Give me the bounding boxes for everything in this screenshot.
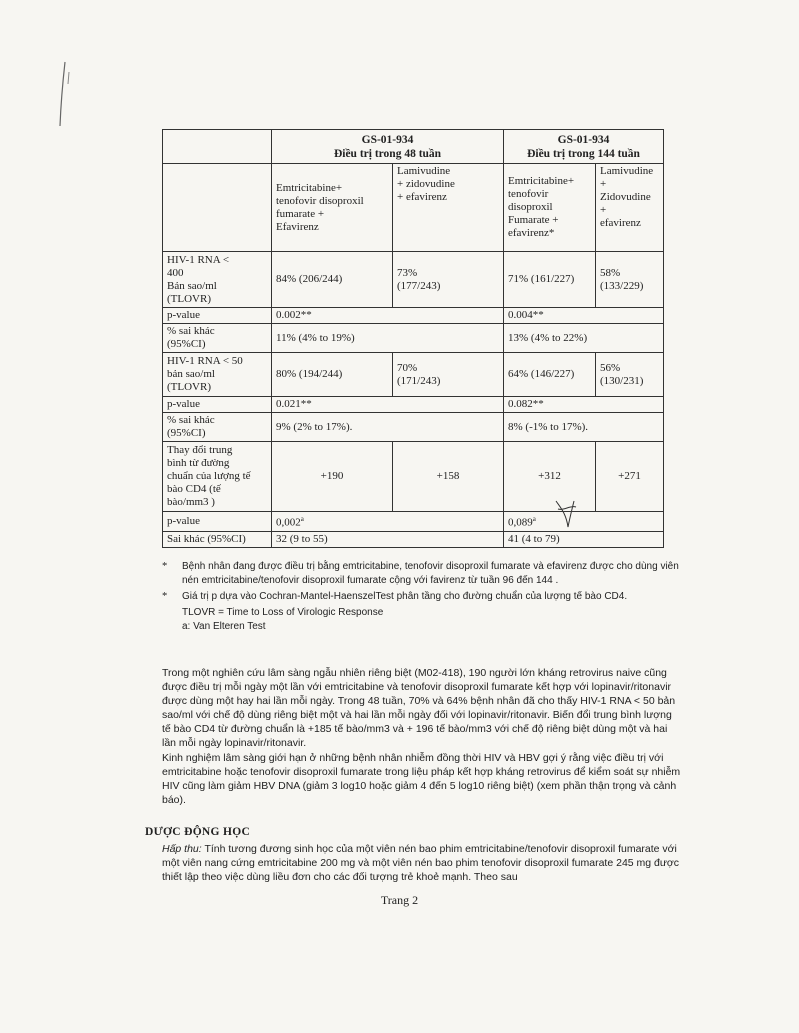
pen-mark xyxy=(55,60,75,130)
row-label: p-value xyxy=(163,397,272,413)
table-cell: +271 xyxy=(596,442,664,512)
table-cell: 84% (206/244) xyxy=(272,252,393,308)
table-cell: 0,089$^a$ xyxy=(504,512,664,532)
handwritten-signature xyxy=(552,497,582,531)
row-label: % sai khác (95%CI) xyxy=(163,413,272,442)
footnotes xyxy=(162,560,682,634)
abbreviation-note: TLOVR = Time to Loss of Virologic Response xyxy=(182,607,384,618)
table-corner xyxy=(163,130,272,164)
table-cell: 11% (4% to 19%) xyxy=(272,324,504,353)
column-header: Lamivudine + zidovudine + efavirenz xyxy=(393,164,504,252)
table-corner-2 xyxy=(163,164,272,252)
table-cell: 0.004** xyxy=(504,308,664,324)
table-cell: +190 xyxy=(272,442,393,512)
group-header-48: GS-01-934 Điều trị trong 48 tuần xyxy=(272,130,504,164)
row-label: Thay đổi trung bình từ đường chuẩn của lượng tế bào CD4 (tế bào/mm3 ) xyxy=(163,442,272,512)
table-cell: +312 xyxy=(504,442,596,512)
table-cell: 80% (194/244) xyxy=(272,353,393,397)
table-cell: 56% (130/231) xyxy=(596,353,664,397)
footnote: * Giá trị p dựa vào Cochran-Mantel-HaenszelTest phân tầng cho đường chuẩn của lượng tế bào CD4. xyxy=(162,591,628,602)
table-cell: 9% (2% to 17%). xyxy=(272,413,504,442)
row-label: HIV-1 RNA < 50 bản sao/ml (TLOVR) xyxy=(163,353,272,397)
table-cell: 0,002$^a$ xyxy=(272,512,504,532)
table-cell: 73% (177/243) xyxy=(393,252,504,308)
study-results-table xyxy=(162,129,664,548)
row-label: HIV-1 RNA < 400 Bản sao/ml (TLOVR) xyxy=(163,252,272,308)
table-cell: 64% (146/227) xyxy=(504,353,596,397)
column-header: Emtricitabine+ tenofovir disoproxil Fumarate + efavirenz* xyxy=(504,164,596,252)
table-cell: 13% (4% to 22%) xyxy=(504,324,664,353)
column-header: Lamivudine + Zidovudine + efavirenz xyxy=(596,164,664,252)
table-cell: 58% (133/229) xyxy=(596,252,664,308)
table-cell: 41 (4 to 79) xyxy=(504,531,664,547)
body-paragraph: Kinh nghiệm lâm sàng giới hạn ở những bệnh nhân nhiễm đồng thời HIV và HBV gợi ý rằng việc điều trị với emtricitabine hoặc tenofovir disoproxil fumarate trong liệu pháp kết hợp kháng retrovirus để kiểm soát sự nhiễm HIV cũng làm giảm HBV DNA (giảm 3 log10 hoặc giảm 4 đến 5 log10 riêng biệt) (xem phần thận trọng và cảnh báo). xyxy=(162,752,681,806)
body-paragraph: Hấp thu: Tính tương đương sinh học của một viên nén bao phim emtricitabine/tenofovir disoproxil fumarate với một viên nang cứng emtricitabine 200 mg và một viên nén bao phim tenofovir disoproxil fumarate 245 mg được thiết lập theo việc dùng liều đơn cho các đối tượng trẻ khoẻ mạnh. Theo sau xyxy=(162,843,680,883)
table-cell: 0.002** xyxy=(272,308,504,324)
abbreviation-note: a: Van Elteren Test xyxy=(182,621,266,632)
page-number: Trang 2 xyxy=(380,893,419,907)
row-label: p-value xyxy=(163,308,272,324)
row-label: Sai khác (95%CI) xyxy=(163,531,272,547)
table-cell: 71% (161/227) xyxy=(504,252,596,308)
group-header-144: GS-01-934 Điều trị trong 144 tuần xyxy=(504,130,664,164)
section-heading: DƯỢC ĐỘNG HỌC xyxy=(145,826,251,838)
table-cell: +158 xyxy=(393,442,504,512)
column-header: Emtricitabine+ tenofovir disoproxil fumarate + Efavirenz xyxy=(272,164,393,252)
footnote: * Bệnh nhân đang được điều trị bằng emtricitabine, tenofovir disoproxil fumarate và efavirenz được cho dùng viên nén emtricitabine/tenofovir disoproxil fumarate cộng với favirenz từ tuần 96 đến 144 . xyxy=(162,561,679,586)
table-cell: 0.082** xyxy=(504,397,664,413)
table-cell: 0.021** xyxy=(272,397,504,413)
row-label: % sai khác (95%CI) xyxy=(163,324,272,353)
table-cell: 8% (-1% to 17%). xyxy=(504,413,664,442)
table-cell: 70% (171/243) xyxy=(393,353,504,397)
body-paragraph: Trong một nghiên cứu lâm sàng ngẫu nhiên riêng biệt (M02-418), 190 người lớn kháng retrovirus naive cũng được điều trị mỗi ngày một lần với emtricitabine và tenofovir disoproxil fumarate kết hợp với lopinavir/ritonavir được dùng một hay hai lần mỗi ngày. Trong 48 tuần, 70% và 64% bệnh nhân đã cho thấy HIV-1 RNA < 50 bản sao/ml với chế độ dùng riêng biệt một và hai lần mỗi ngày đối với lopinavir/ritonavir. Biến đổi trung bình lượng tế bào CD4 từ đường chuẩn là +185 tế bào/mm3 và + 196 tế bào/mm3 với chế độ riêng biệt dùng một và hai lần mỗi ngày lopinavir/ritonavir. xyxy=(162,667,676,749)
table-cell: 32 (9 to 55) xyxy=(272,531,504,547)
row-label: p-value xyxy=(163,512,272,532)
